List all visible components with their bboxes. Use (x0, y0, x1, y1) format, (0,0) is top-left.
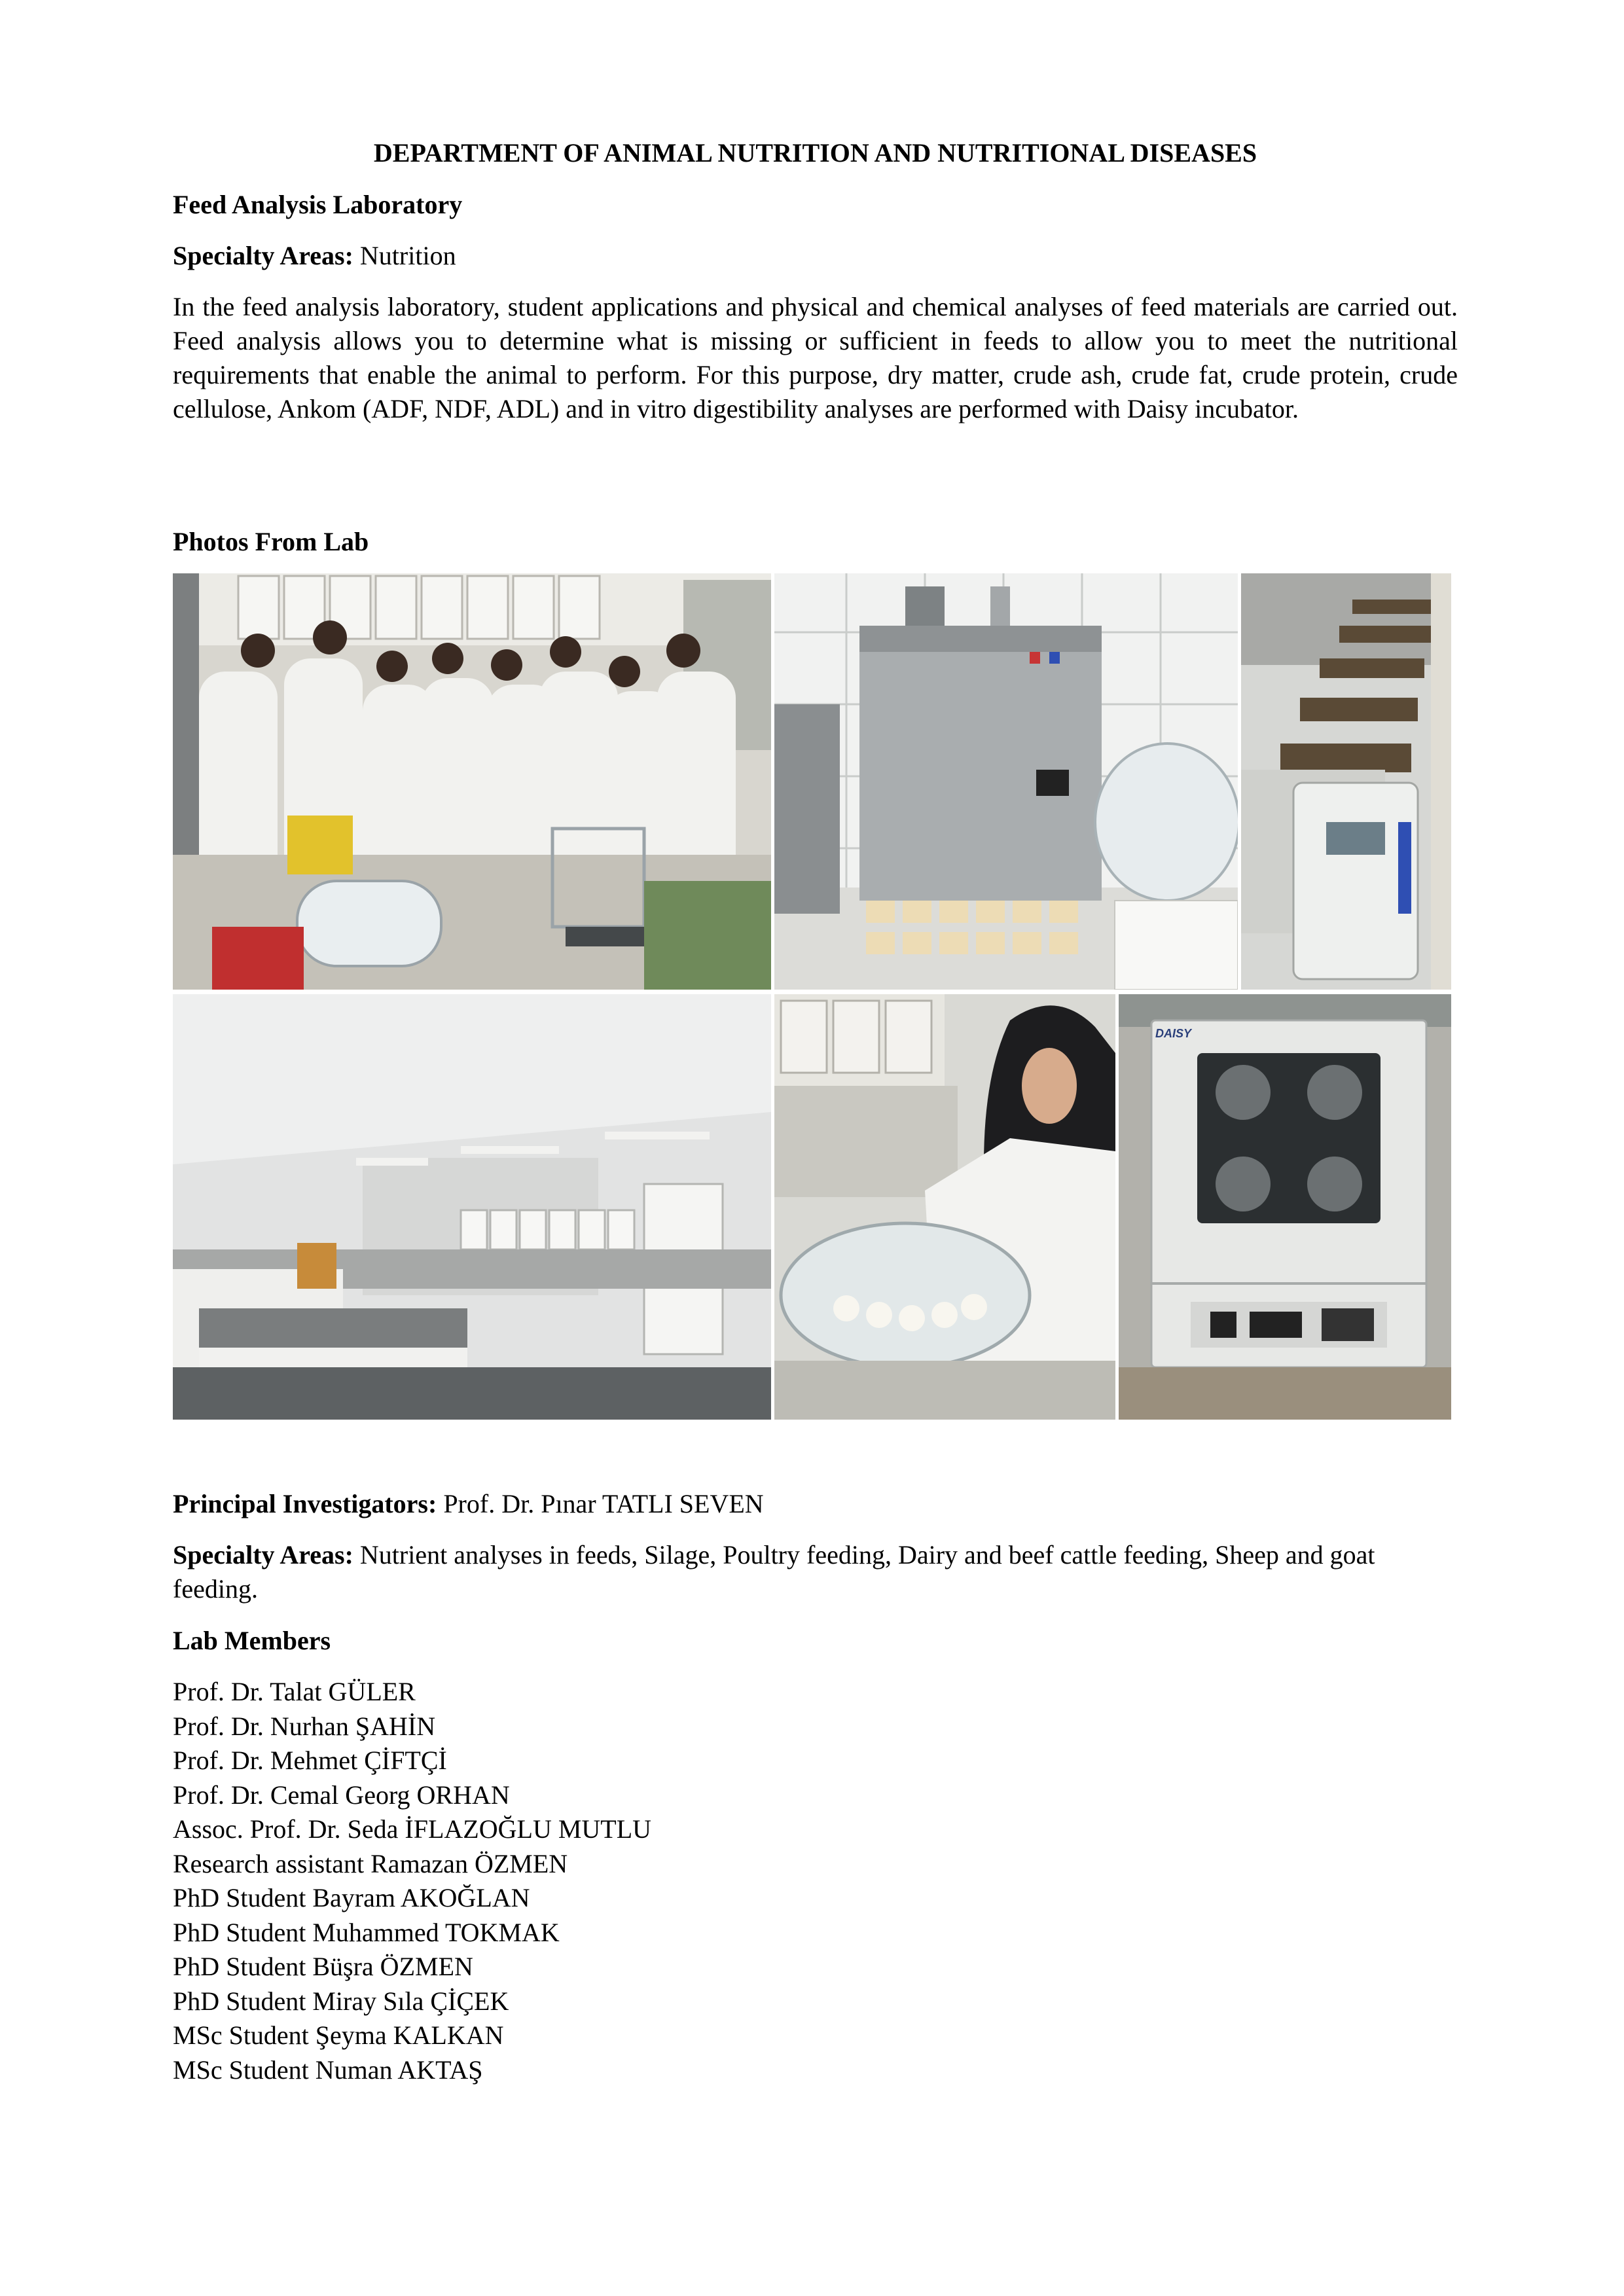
photo-lab-room (173, 994, 771, 1420)
principal-investigators (173, 1487, 1458, 1521)
lab-member-4: Prof. Dr. Cemal Georg ORHAN (173, 1780, 510, 1810)
photos-heading: Photos From Lab (173, 527, 369, 556)
lab-member-1: Prof. Dr. Talat GÜLER (173, 1677, 416, 1706)
lab-member-7: PhD Student Bayram AKOĞLAN (173, 1883, 530, 1912)
lab-description: In the feed analysis laboratory, student applications and physical and chemical analyses of feed materials are carried out. Feed analysis allows you to determine what is missing or sufficient in feeds to allow you to meet the nutritional requirements that enable the animal to perform. For this purpose, dry matter, crude ash, crude fat, crude protein, crude cellulose, Ankom (ADF, NDF, ADL) and in vitro digestibility analyses are performed with Daisy incubator. (173, 292, 1458, 423)
page-title: DEPARTMENT OF ANIMAL NUTRITION AND NUTRITIONAL DISEASES (373, 138, 1257, 168)
pi-specialty-value: Nutrient analyses in feeds, Silage, Poultry feeding, Dairy and beef cattle feeding, Sheep and goat feeding. (173, 1540, 1375, 1604)
lab-member-3: Prof. Dr. Mehmet ÇİFTÇİ (173, 1746, 447, 1775)
pi-specialty-areas (173, 1538, 1458, 1606)
lab-members-list (173, 1675, 1458, 2087)
lab-name: Feed Analysis Laboratory (173, 190, 463, 219)
pi-value: Prof. Dr. Pınar TATLI SEVEN (437, 1489, 764, 1518)
photo-lab-team (173, 573, 771, 990)
photo-student-desiccator (774, 994, 1115, 1420)
pi-label: Principal Investigators: (173, 1489, 437, 1518)
specialty-value: Nutrition (353, 241, 456, 270)
photo-drying-oven (774, 573, 1238, 990)
lab-member-6: Research assistant Ramazan ÖZMEN (173, 1848, 568, 1878)
lab-member-9: PhD Student Büşra ÖZMEN (173, 1952, 473, 1981)
specialty-label: Specialty Areas: (173, 241, 353, 270)
specialty-areas (173, 239, 1458, 273)
lab-member-12: MSc Student Numan AKTAŞ (173, 2054, 483, 2085)
lab-member-5: Assoc. Prof. Dr. Seda İFLAZOĞLU MUTLU (173, 1814, 652, 1844)
photo-balance (1241, 573, 1451, 990)
lab-member-11: MSc Student Şeyma KALKAN (173, 2020, 504, 2050)
lab-member-10: PhD Student Miray Sıla ÇİÇEK (173, 1986, 509, 2016)
lab-member-2: Prof. Dr. Nurhan ŞAHİN (173, 1711, 436, 1741)
lab-members-heading: Lab Members (173, 1626, 331, 1655)
pi-specialty-label: Specialty Areas: (173, 1540, 353, 1570)
photo-daisy-incubator (1119, 994, 1451, 1420)
incubator-brand-label: DAISY (1155, 1027, 1192, 1040)
lab-member-8: PhD Student Muhammed TOKMAK (173, 1917, 560, 1947)
